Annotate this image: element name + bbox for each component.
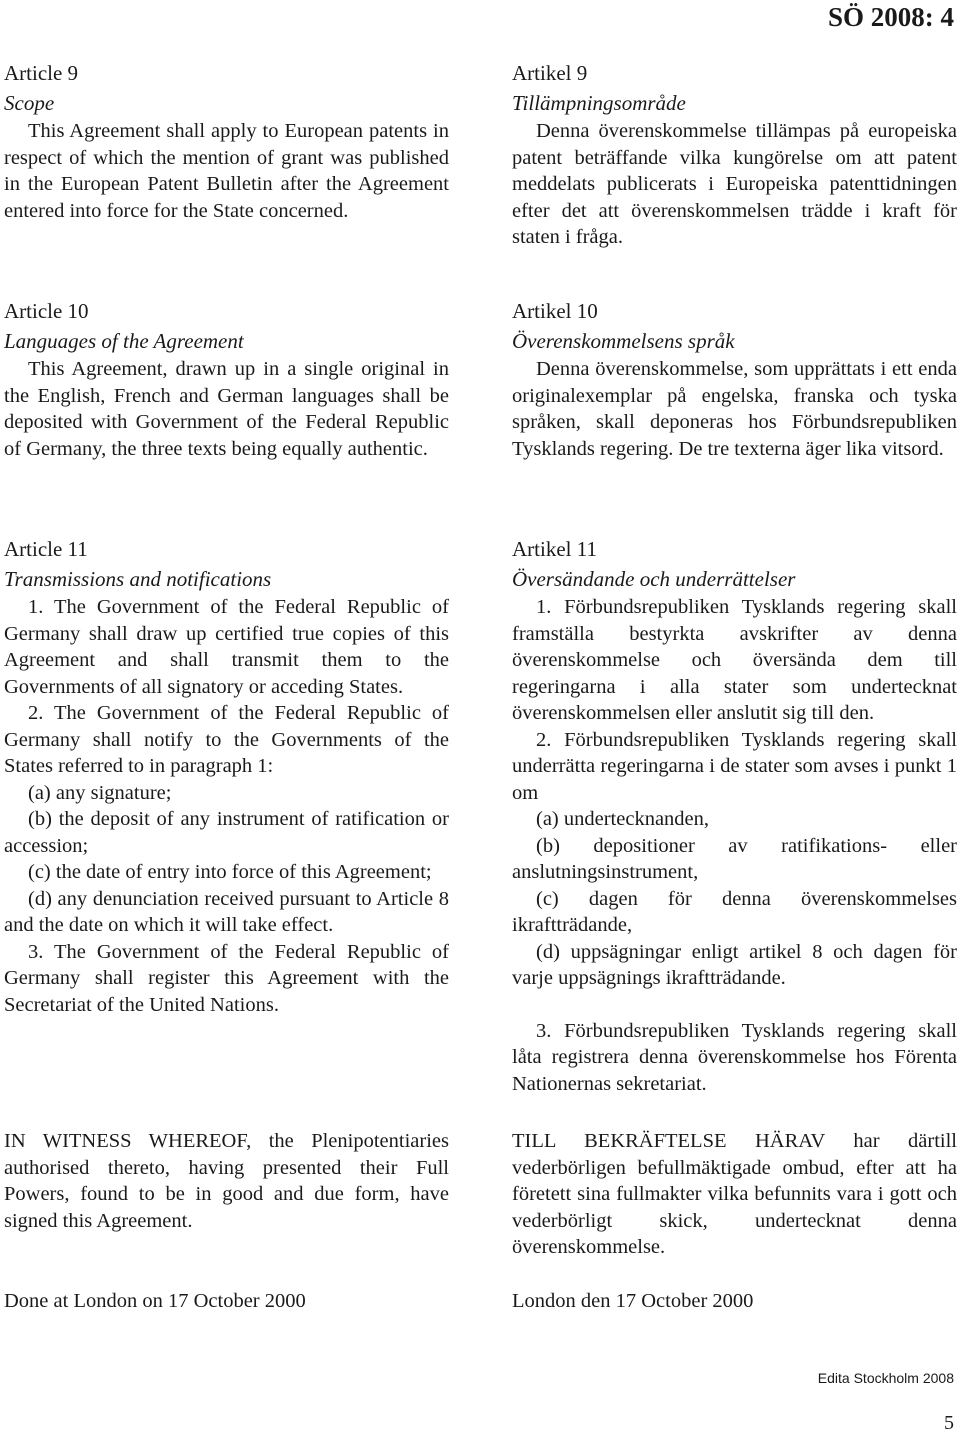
- item-d: (d) uppsägningar enligt artikel 8 och dagen för varje uppsägnings ikraftträdande.: [512, 940, 957, 989]
- paragraph-2: 2. The Government of the Federal Republic of Germany shall notify to the Governments of the States referred to in paragraph 1:: [4, 702, 449, 777]
- article-heading: Article 9: [4, 61, 79, 85]
- article-subtitle: Översändande och underrättelser: [512, 567, 796, 591]
- paragraph-1: 1. The Government of the Federal Republic of Germany shall draw up certified true copies of this Agreement and shall transmit them to the Governments of all signatory or acceding States.: [4, 596, 449, 698]
- done-at-sv: London den 17 October 2000: [512, 1290, 754, 1312]
- witness-clause: TILL BEKRÄFTELSE HÄRAV har därtill vederbörligen befullmäktigade ombud, efter att ha företett sina fullmakter vilka befunnits vara i gott och vederbörligt skick, undertecknat denna överenskommelse.: [512, 1130, 957, 1258]
- article-subtitle: Transmissions and notifications: [4, 567, 272, 591]
- article-11-en: [4, 534, 449, 1018]
- witness-clause: IN WITNESS WHEREOF, the Plenipotentiaries authorised thereto, having presented their Full Powers, found to be in good and due form, have signed this Agreement.: [4, 1130, 449, 1232]
- page-number: 5: [944, 1412, 954, 1434]
- article-heading: Article 10: [4, 299, 89, 323]
- article-9-en: [4, 58, 449, 224]
- article-subtitle: Languages of the Agreement: [4, 329, 244, 353]
- item-b: (b) the deposit of any instrument of ratification or accession;: [4, 808, 449, 857]
- article-heading: Artikel 11: [512, 537, 597, 561]
- item-c: (c) dagen för denna överenskommelses ikraftträdande,: [512, 887, 957, 936]
- witness-clause-sv: [512, 1128, 957, 1261]
- running-head: SÖ 2008: 4: [827, 2, 954, 32]
- article-heading: Article 11: [4, 537, 88, 561]
- imprint: Edita Stockholm 2008: [817, 1370, 954, 1386]
- article-subtitle: Scope: [4, 91, 55, 115]
- paragraph-3: 3. Förbundsrepubliken Tysklands regering skall låta registrera denna överenskommelse hos Förenta Nationernas sekretariat.: [512, 1019, 957, 1095]
- witness-clause-en: [4, 1128, 449, 1234]
- article-10-en: [4, 296, 449, 462]
- article-paragraph: This Agreement, drawn up in a single original in the English, French and German languages shall be deposited with Government of the Federal Republic of Germany, the three texts being equally authentic.: [4, 358, 449, 460]
- item-d: (d) any denunciation received pursuant to Article 8 and the date on which it will take effect.: [4, 887, 449, 936]
- item-b: (b) depositioner av ratifikations- eller anslutningsinstrument,: [512, 834, 957, 883]
- article-paragraph: Denna överenskommelse, som upprättats i ett enda originalexemplar på engelska, franska och tyska språken, skall deponeras hos Förbundsrepubliken Tysklands regering. De tre texterna äger lika vitsord.: [512, 358, 957, 460]
- article-paragraph: This Agreement shall apply to European patents in respect of which the mention of grant was published in the European Patent Bulletin after the Agreement entered into force for the State concerned.: [4, 120, 449, 222]
- paragraph-3: 3. The Government of the Federal Republic of Germany shall register this Agreement with the Secretariat of the United Nations.: [4, 940, 449, 1016]
- article-paragraph: Denna överenskommelse tillämpas på europeiska patent beträffande vilka kungörelse om att patent meddelats publicerats i Europeiska patenttidningen efter det att överenskommelsen trädde i kraft för staten i fråga.: [512, 120, 957, 248]
- paragraph-1: 1. Förbundsrepubliken Tysklands regering skall framställa bestyrkta avskrifter av denna överenskommelse och översända dem till regeringarna i alla stater som undertecknat överenskommelsen eller anslutit sig till den.: [512, 596, 957, 724]
- article-subtitle: Överenskommelsens språk: [512, 329, 735, 353]
- item-a: (a) undertecknanden,: [536, 808, 710, 830]
- done-at-en: Done at London on 17 October 2000: [4, 1290, 306, 1312]
- article-11-sv: [512, 534, 957, 1097]
- article-heading: Artikel 9: [512, 61, 588, 85]
- item-a: (a) any signature;: [28, 781, 172, 804]
- paragraph-2: 2. Förbundsrepubliken Tysklands regering skall underrätta regeringarna i de stater som avses i punkt 1 om: [512, 728, 957, 804]
- article-9-sv: [512, 58, 957, 251]
- article-subtitle: Tillämpningsområde: [512, 91, 686, 115]
- article-heading: Artikel 10: [512, 299, 598, 323]
- item-c: (c) the date of entry into force of this Agreement;: [28, 861, 432, 883]
- article-10-sv: [512, 296, 957, 462]
